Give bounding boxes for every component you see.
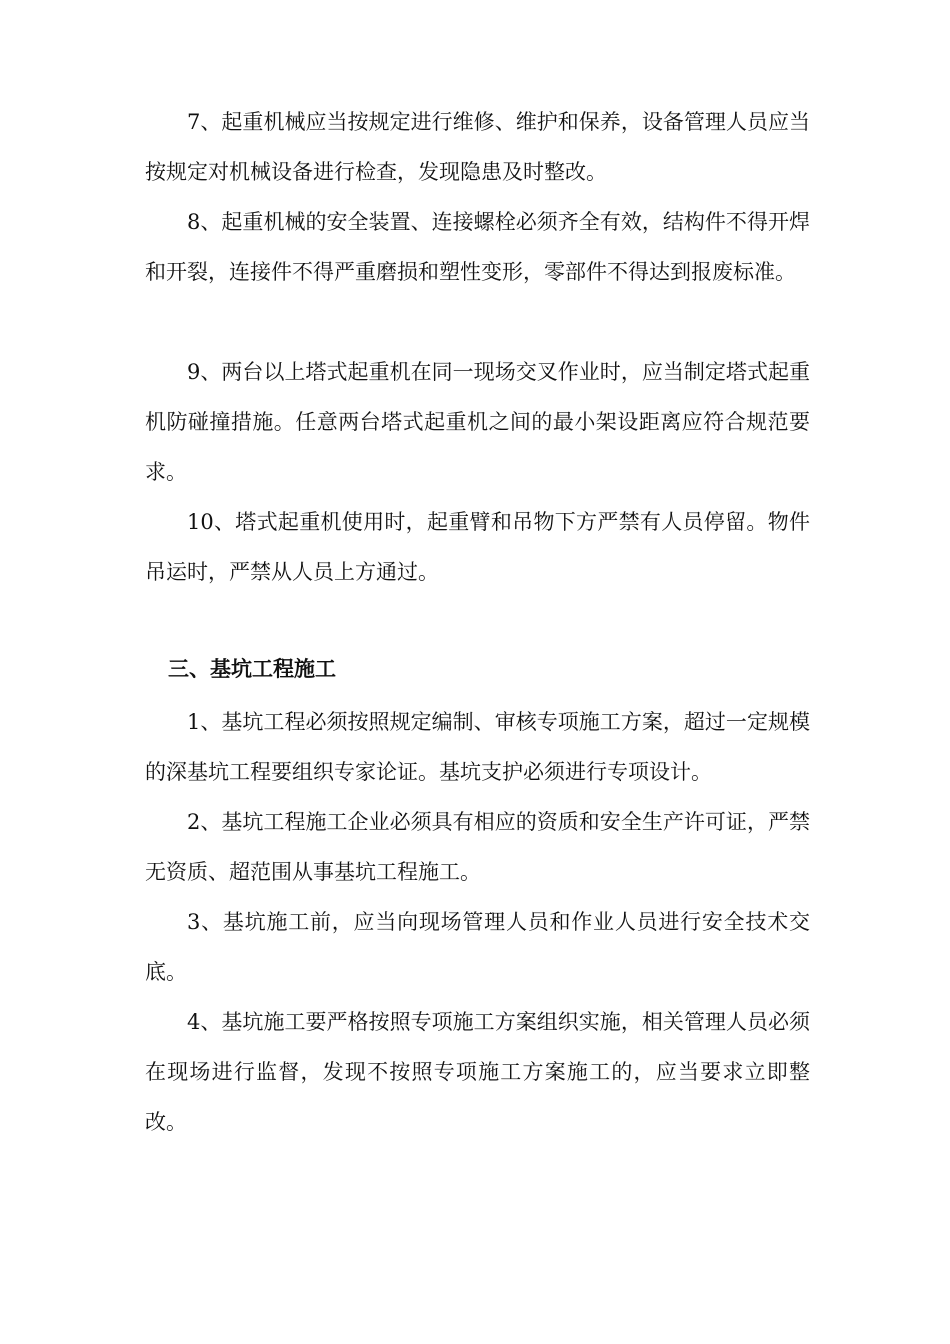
paragraph-item-10: 10、塔式起重机使用时，起重臂和吊物下方严禁有人员停留。物件吊运时，严禁从人员上方通过。 [145, 510, 810, 584]
paragraph-item-8: 8、起重机械的安全装置、连接螺栓必须齐全有效，结构件不得开焊和开裂，连接件不得严重磨损和塑性变形，零部件不得达到报废标准。 [145, 210, 810, 284]
paragraph-item-3: 3、基坑施工前，应当向现场管理人员和作业人员进行安全技术交底。 [145, 910, 810, 984]
paragraph-item-2: 2、基坑工程施工企业必须具有相应的资质和安全生产许可证，严禁无资质、超范围从事基坑工程施工。 [145, 810, 810, 884]
paragraph-item-7: 7、起重机械应当按规定进行维修、维护和保养，设备管理人员应当按规定对机械设备进行检查，发现隐患及时整改。 [145, 110, 810, 184]
paragraph-item-1: 1、基坑工程必须按照规定编制、审核专项施工方案，超过一定规模的深基坑工程要组织专家论证。基坑支护必须进行专项设计。 [145, 710, 810, 784]
paragraph-item-4: 4、基坑施工要严格按照专项施工方案组织实施，相关管理人员必须在现场进行监督，发现不按照专项施工方案施工的，应当要求立即整改。 [145, 1010, 810, 1134]
paragraph-item-9: 9、两台以上塔式起重机在同一现场交叉作业时，应当制定塔式起重机防碰撞措施。任意两台塔式起重机之间的最小架设距离应符合规范要求。 [145, 360, 810, 484]
section-heading: 三、基坑工程施工 [168, 656, 336, 681]
